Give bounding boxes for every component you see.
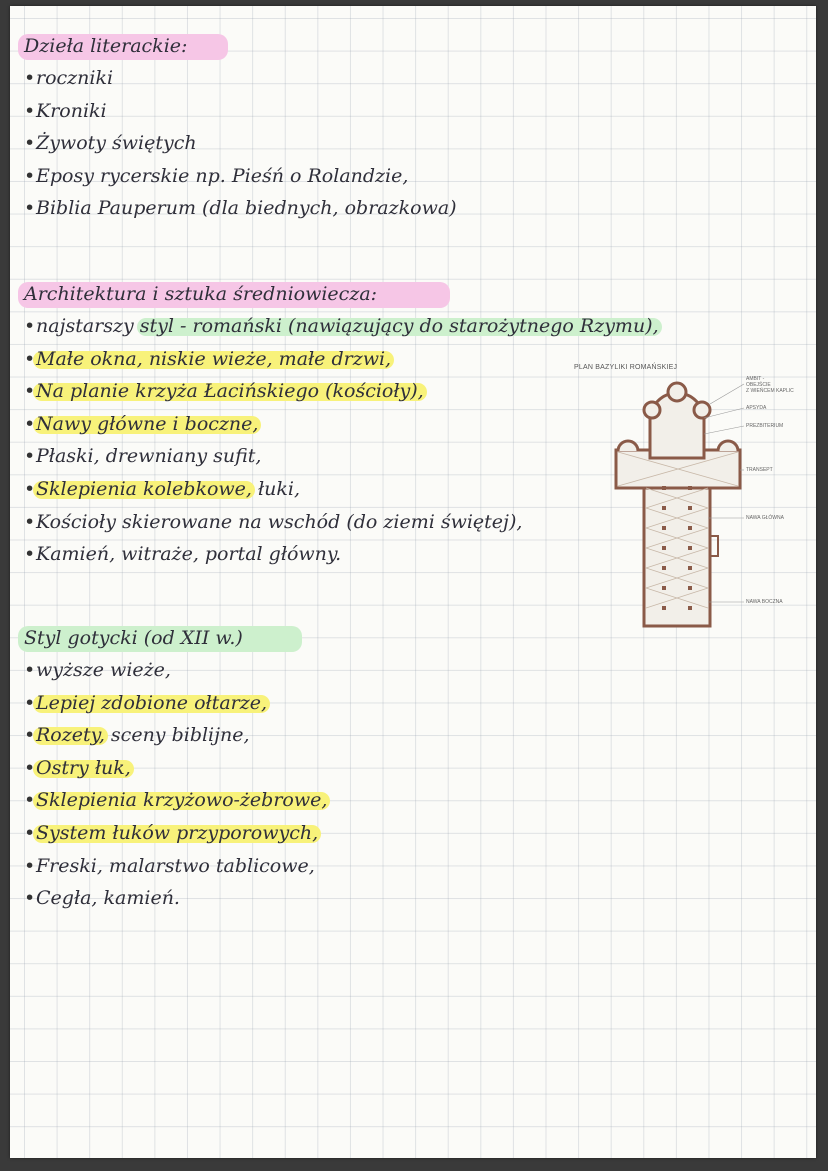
section-heading-literary [24,30,187,62]
list-item: •Kroniki [24,99,107,122]
list-item: •Kościoły skierowane na wschód (do ziemi świętej), [24,510,523,533]
list-item-text: roczniki [36,67,114,89]
list-item: •Na planie krzyża Łacińskiego (kościoły), [24,380,424,403]
list-item: •System łuków przyporowych, [24,821,319,844]
list-item-text: Kroniki [36,99,107,122]
list-item: •Sklepienia kolebkowe, łuki, [24,477,301,500]
yellow-highlighted-text: System łuków przyporowych, [36,821,319,844]
list-item: •Kamień, witraże, portal główny. [24,543,342,566]
basilica-plan-figure [558,358,818,636]
chapel-right [694,402,710,418]
yellow-highlighted-text: Sklepienia krzyżowo-żebrowe, [36,789,328,812]
green-highlighted-text: styl - romański (nawiązujący do starożytnego Rzymu), [139,315,659,337]
chapel-center [668,383,686,401]
chapel-left [644,402,660,418]
list-item: •Lepiej zdobione ołtarze, [24,691,268,714]
list-item-text: Żywoty świętych [36,132,197,155]
notebook-page [10,6,816,1158]
label-transept: TRANSEPT [746,467,773,473]
figure-title: PLAN BAZYLIKI ROMAŃSKIEJ [574,364,678,371]
list-item: •Rozety, sceny biblijne, [24,724,250,747]
list-item: •wyższe wieże, [24,659,171,681]
label-ambit-line3: Z WIEŃCEM KAPLIC [746,388,794,394]
list-item: •najstarszy styl - romański (nawiązujący do starożytnego Rzymu), [24,315,659,337]
list-item: •Małe okna, niskie wieże, małe drzwi, [24,347,392,370]
label-prezbiterium: PREZBITERIUM [746,423,784,429]
yellow-highlighted-text: Sklepienia kolebkowe, [36,477,252,500]
yellow-highlighted-text: Nawy główne i boczne, [36,412,259,435]
label-nawa-boczna: NAWA BOCZNA [746,599,783,605]
label-ambit [746,376,794,394]
list-item-text: Cegła, kamień. [36,887,180,910]
gothic-list [24,654,327,915]
list-item-text: Freski, malarstwo tablicowe, [36,854,315,877]
list-item-text: Płaski, drewniany sufit, [36,445,262,468]
transept-apse-right [718,441,738,451]
list-item-text: najstarszy [36,315,140,337]
yellow-highlighted-text: Ostry łuk, [36,756,131,779]
list-item-text: wyższe wieże, [36,659,171,681]
yellow-highlighted-text: Małe okna, niskie wieże, małe drzwi, [36,347,392,370]
list-item-text: sceny biblijne, [104,724,250,747]
presbytery-outline [650,418,704,458]
label-apsyda: APSYDA [746,405,767,411]
list-item: •Żywoty świętych [24,132,197,155]
list-item-text: Kamień, witraże, portal główny. [36,543,342,566]
list-item: •roczniki [24,67,114,89]
list-item: •Ostry łuk, [24,756,131,779]
list-item: •Cegła, kamień. [24,887,180,910]
list-item: •Freski, malarstwo tablicowe, [24,854,315,877]
yellow-highlighted-text: Na planie krzyża Łacińskiego (kościoły), [36,380,424,403]
heading-text: Architektura i sztuka średniowiecza: [24,283,378,305]
section-literary-works [24,30,457,225]
heading-text: Dzieła literackie: [24,35,188,57]
yellow-highlighted-text: Lepiej zdobione ołtarze, [36,691,268,714]
list-item-text: Biblia Pauperum (dla biednych, obrazkowa) [36,197,457,220]
section-gothic [24,622,327,915]
yellow-highlighted-text: Rozety, [36,724,105,747]
list-item: •Eposy rycerskie np. Pieśń o Rolandzie, [24,164,409,187]
literary-list [24,62,457,225]
label-ambit-line1: AMBIT - [746,376,765,382]
heading-text: Styl gotycki (od XII w.) [24,627,243,649]
list-item: •Płaski, drewniany sufit, [24,445,262,468]
label-nawa-glowna: NAWA GŁÓWNA [746,515,784,521]
label-ambit-line2: OBEJŚCIE [746,382,771,388]
list-item: •Biblia Pauperum (dla biednych, obrazkowa) [24,197,457,220]
section-heading-gothic [24,622,243,654]
section-heading-architecture [24,278,377,310]
list-item: •Nawy główne i boczne, [24,412,259,435]
nave-outline [644,476,710,626]
transept-apse-left [618,441,638,451]
list-item-text: Kościoły skierowane na wschód (do ziemi świętej), [36,510,523,533]
list-item-text: Eposy rycerskie np. Pieśń o Rolandzie, [36,164,409,187]
basilica-plan-drawing [558,358,818,636]
list-item-text: łuki, [251,477,301,500]
list-item: •Sklepienia krzyżowo-żebrowe, [24,789,328,812]
